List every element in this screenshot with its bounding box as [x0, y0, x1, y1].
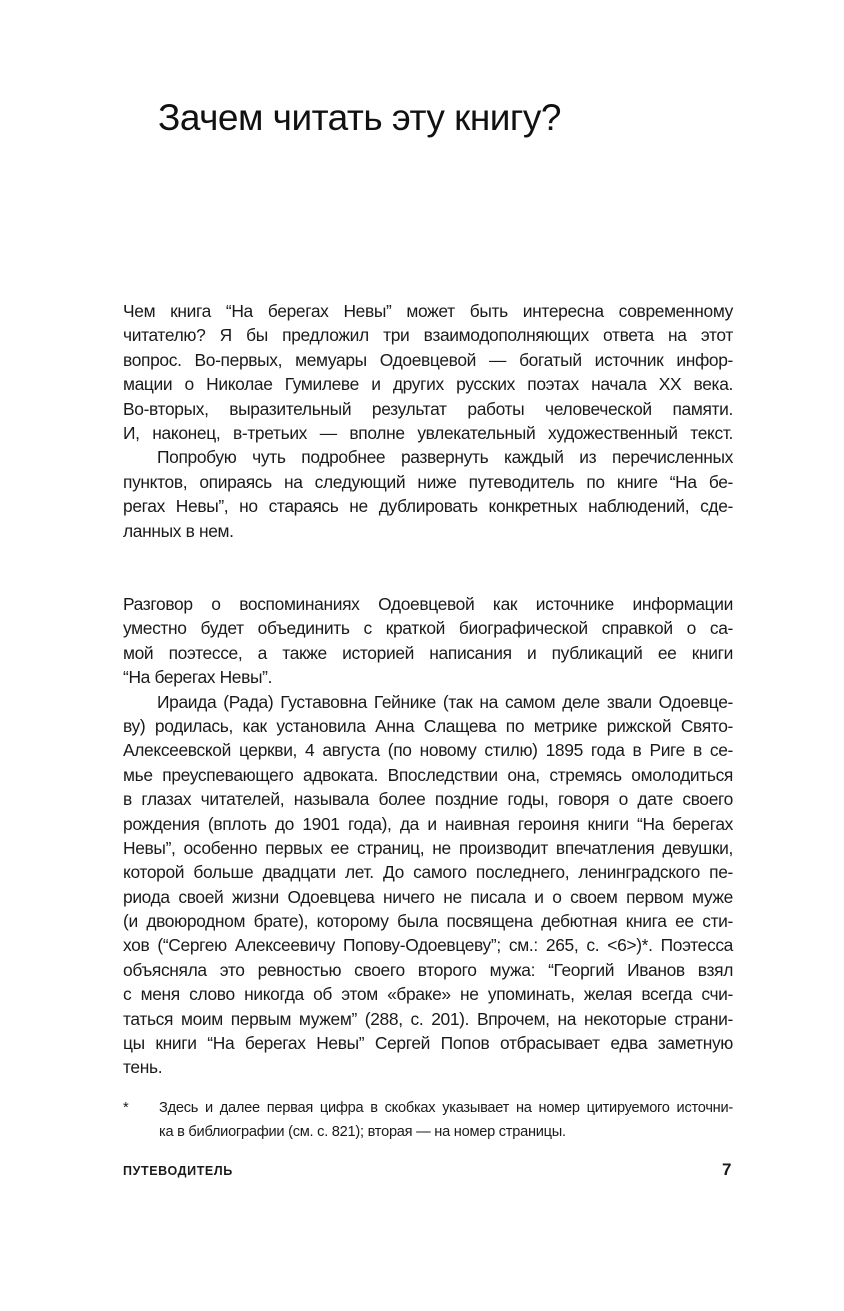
text-line: цы книги “На берегах Невы” Сергей Попов отбрасывает едва заметную: [123, 1033, 733, 1054]
text-line: ву) родилась, как установила Анна Слащева по метрике рижской Свято-: [123, 715, 733, 736]
text-line: таться моим первым мужем” (288, с. 201). Впрочем, на некоторые страни-: [123, 1008, 733, 1029]
text-line: Алексеевской церкви, 4 августа (по новому стилю) 1895 года в Риге в се-: [123, 740, 733, 761]
text-line: риода своей жизни Одоевцева ничего не писала и о своем первом муже: [123, 886, 733, 907]
page-title: Зачем читать эту книгу?: [158, 97, 561, 138]
text-line: тень.: [123, 1057, 163, 1078]
text-line: ланных в нем.: [123, 520, 234, 541]
text-line: объясняла это ревностью своего второго мужа: “Георгий Иванов взял: [123, 959, 733, 980]
section-2-text: [123, 592, 733, 1080]
section-1-text: [123, 299, 733, 543]
text-line: “На берегах Невы”.: [123, 667, 273, 688]
footnote: [123, 1097, 733, 1144]
text-line: в глазах читателей, называла более поздние годы, говоря о дате своего: [123, 789, 733, 810]
footnote-body: [159, 1097, 733, 1144]
footnote-line: ка в библиографии (см. с. 821); вторая — на номер страницы.: [159, 1123, 566, 1140]
running-footer-title: ПУТЕВОДИТЕЛЬ: [123, 1164, 233, 1178]
text-line: Попробую чуть подробнее развернуть каждый из перечисленных: [157, 447, 733, 468]
text-line: регах Невы”, но стараясь не дублировать конкретных наблюдений, сде-: [123, 496, 733, 517]
text-line: с меня слово никогда об этом «браке» не упоминать, желая всегда счи-: [123, 984, 733, 1005]
text-line: Ираида (Рада) Густавовна Гейнике (так на самом деле звали Одоевце-: [157, 691, 733, 712]
text-line: вопрос. Во-первых, мемуары Одоевцевой — богатый источник инфор-: [123, 349, 733, 370]
page-number: 7: [722, 1160, 732, 1179]
text-line: пунктов, опираясь на следующий ниже путеводитель по книге “На бе-: [123, 471, 733, 492]
text-line: И, наконец, в-третьих — вполне увлекательный художественный текст.: [123, 422, 733, 443]
text-line: Разговор о воспоминаниях Одоевцевой как источнике информации: [123, 594, 733, 614]
text-line: Невы”, особенно первых ее страниц, не производит впечатления девушки,: [123, 837, 733, 858]
text-line: мье преуспевающего адвоката. Впоследствии она, стремясь омолодиться: [123, 764, 733, 785]
text-line: читателю? Я бы предложил три взаимодополняющих ответа на этот: [123, 325, 733, 346]
text-line: Чем книга “На берегах Невы” может быть интересна современному: [123, 301, 733, 321]
text-line: которой больше двадцати лет. До самого последнего, ленинградского пе-: [123, 862, 733, 883]
text-line: хов (“Сергею Алексеевичу Попову-Одоевцеву”; см.: 265, с. <6>)*. Поэтесса: [123, 935, 733, 956]
footnote-line: Здесь и далее первая цифра в скобках указывает на номер цитируемого источни-: [159, 1100, 733, 1116]
text-line: рождения (вплоть до 1901 года), да и наивная героиня книги “На берегах: [123, 813, 733, 834]
text-line: мации о Николае Гумилеве и других русских поэтах начала XX века.: [123, 374, 733, 395]
text-line: (и двоюродном брате), которому была посвящена дебютная книга ее сти-: [123, 911, 733, 932]
text-line: уместно будет объединить с краткой биографической справкой о са-: [123, 618, 733, 639]
text-line: мой поэтессе, а также историей написания и публикаций ее книги: [123, 642, 733, 663]
text-line: Во-вторых, выразительный результат работы человеческой памяти.: [123, 398, 733, 419]
footnote-marker: *: [123, 1100, 129, 1116]
